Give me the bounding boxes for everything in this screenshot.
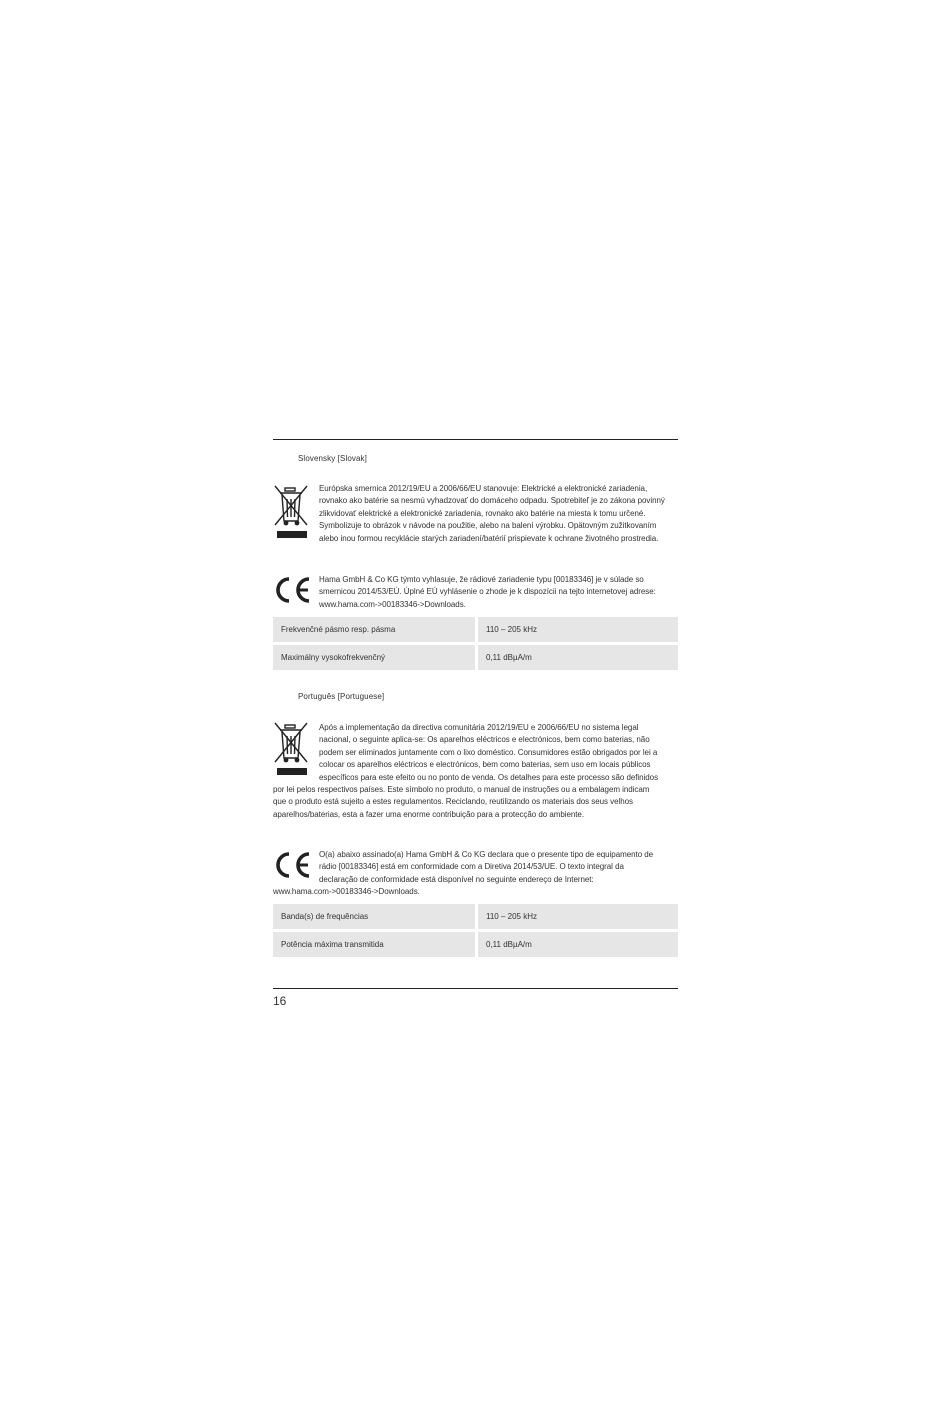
table-row [273, 617, 678, 642]
spec-table-portuguese [273, 901, 678, 960]
text-line: rovnako ako batérie sa nesmú vyhadzovať do domáceho odpadu. Spotrebiteľ je zo zákona povinný [319, 496, 665, 506]
text-line: alebo inou formou recyklácie starých zariadení/batérií prispievate k ochrane životného prostredia. [319, 533, 659, 543]
text-line: Após a implementação da directiva comunitária 2012/19/EU e 2006/66/EU no sistema legal [319, 723, 639, 732]
section-heading-portuguese: Português [Portuguese] [298, 692, 385, 701]
text-line: colocar os aparelhos eléctricos e electrónicos, bem como baterias, sem uso em locais públicos [319, 760, 651, 770]
text-line: específicos para este efeito ou no ponto de venda. Os detalhes para este processo são definidos [319, 772, 659, 782]
text-line: O(a) abaixo assinado(a) Hama GmbH & Co KG declara que o presente tipo de equipamento de [319, 850, 654, 859]
page-number: 16 [273, 994, 287, 1008]
ce-text-slovak [319, 574, 679, 611]
table-cell-value: 0,11 dBµA/m [478, 645, 678, 670]
table-cell-label: Frekvenčné pásmo resp. pásma [273, 617, 478, 642]
ce-text-portuguese [319, 849, 679, 886]
text-line: por lei pelos respectivos países. Este símbolo no produto, o manual de instruções ou a embalagem indicam [273, 785, 650, 794]
weee-bin-icon [273, 483, 311, 541]
weee-text-slovak [319, 483, 679, 545]
text-line: rádio [00183346] está em conformidade com a Diretiva 2014/53/UE. O texto integral da [319, 862, 624, 872]
table-cell-value: 110 – 205 kHz [478, 617, 678, 642]
table-row [273, 904, 678, 929]
text-line: zlikvidovať elektrické a elektronické zariadenia, rovnako ako batérie na miesta k tomu určené. [319, 508, 646, 518]
table-row [273, 932, 678, 957]
text-line: Symbolizuje to obrázok v návode na použitie, alebo na balení výrobku. Opätovným zužitkovaním [319, 521, 657, 531]
top-rule [273, 439, 678, 440]
text-line: nacional, o seguinte aplica-se: Os aparelhos eléctricos e electrónicos, bem como baterias, não [319, 735, 650, 745]
bottom-rule [273, 988, 678, 989]
spec-table-slovak [273, 614, 678, 673]
ce-text-portuguese-cont [273, 886, 679, 898]
weee-text-portuguese [319, 722, 679, 784]
text-line: declaração de conformidade está disponível no seguinte endereço de Internet: [319, 874, 594, 884]
table-cell-label: Potência máxima transmitida [273, 932, 478, 957]
weee-text-portuguese-cont [273, 784, 679, 821]
table-cell-label: Maximálny vysokofrekvenčný [273, 645, 478, 670]
text-line: Európska smernica 2012/19/EU a 2006/66/EU stanovuje: Elektrické a elektronické zariadenia, [319, 484, 648, 493]
table-cell-value: 0,11 dBµA/m [478, 932, 678, 957]
text-line: www.hama.com->00183346->Downloads. [319, 599, 466, 609]
text-line: podem ser eliminados juntamente com o lixo doméstico. Consumidores estão obrigados por lei a [319, 747, 658, 757]
weee-bin-icon [273, 720, 311, 778]
text-line: Hama GmbH & Co KG týmto vyhlasuje, že rádiové zariadenie typu [00183346] je v súlade so [319, 575, 644, 584]
text-line: que o produto está sujeito a estes regulamentos. Reciclando, reutilizando os materiais dos seus velhos [273, 797, 633, 807]
table-row [273, 645, 678, 670]
ce-mark-icon [273, 850, 313, 880]
text-line: smernicou 2014/53/EÚ. Úplné EÚ vyhlásenie o zhode je k dispozícii na tejto internetovej adrese: [319, 587, 656, 597]
section-heading-slovak: Slovensky [Slovak] [298, 454, 367, 463]
ce-mark-icon [273, 575, 313, 605]
table-cell-value: 110 – 205 kHz [478, 904, 678, 929]
table-cell-label: Banda(s) de frequências [273, 904, 478, 929]
text-line: aparelhos/baterias, esta a fazer uma enorme contribuição para a protecção do ambiente. [273, 809, 584, 819]
text-line: www.hama.com->00183346->Downloads. [273, 887, 420, 896]
